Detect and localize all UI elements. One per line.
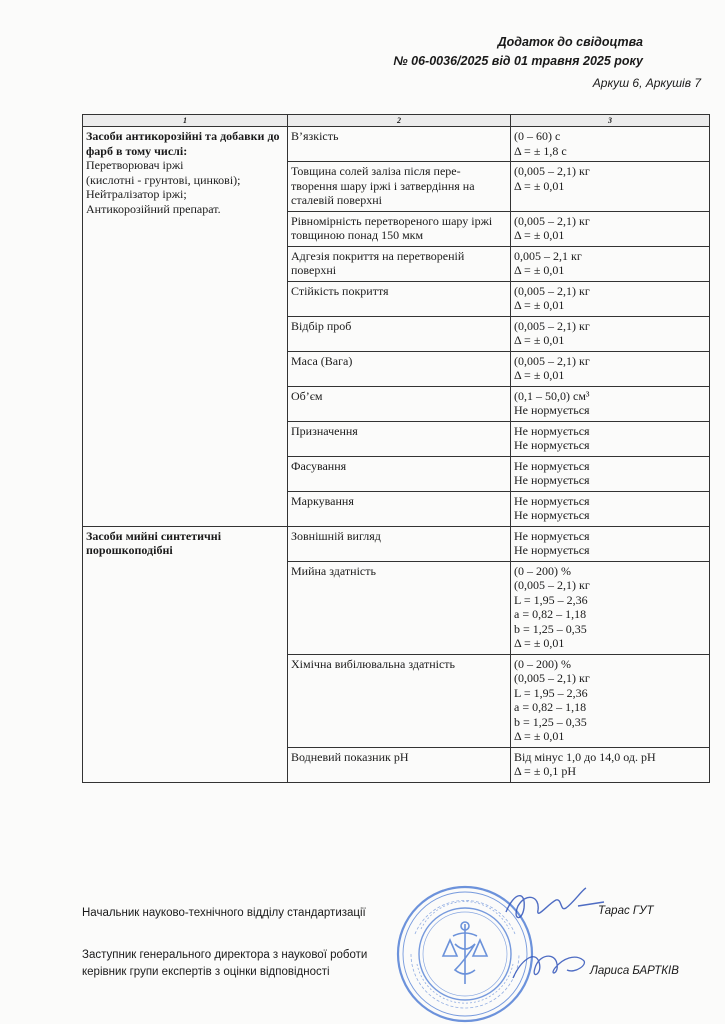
range-cell [511,747,710,782]
range-cell [511,162,710,212]
range-value: Не нормується [514,438,590,452]
product-group-title: Засоби антикорозійні та добавки до фарб в тому числі: [86,129,280,158]
range-value: Δ = ± 0,01 [514,228,565,242]
column-number-row [83,115,710,127]
parameter-cell: Стійкість покриття [288,281,511,316]
range-value: (0,005 – 2,1) кг [514,353,590,368]
column-number: 3 [511,115,710,127]
signature-2 [505,940,595,990]
range-value: Δ = ± 0,01 [514,263,565,277]
range-value: Δ = ± 0,1 рН [514,764,577,778]
range-value: (0,1 – 50,0) см³ [514,388,590,403]
range-cell [511,127,710,162]
range-value: Δ = ± 0,01 [514,636,565,650]
parameter-cell: В’язкість [288,127,511,162]
range-value: Δ = ± 0,01 [514,333,565,347]
range-value: (0,005 – 2,1) кг [514,283,590,298]
parameter-cell: Відбір проб [288,316,511,351]
signature-1 [500,882,610,930]
range-value: a = 0,82 – 1,18 [514,700,587,714]
range-value: (0 – 60) с [514,129,561,143]
range-value: Не нормується [514,473,590,487]
product-group-item: Антикорозійний препарат. [86,201,221,216]
parameter-cell: Мийна здатність [288,561,511,654]
range-cell [511,561,710,654]
scope-table-body [83,115,710,783]
parameter-cell: Маркування [288,491,511,526]
range-cell [511,386,710,421]
range-value: Не нормується [514,543,590,557]
range-value: Δ = ± 0,01 [514,178,565,193]
table-row [83,526,710,561]
scope-table [82,114,710,783]
product-group-cell [83,127,288,527]
range-cell [511,421,710,456]
certificate-annex-header [393,33,643,71]
range-value: Δ = ± 0,01 [514,729,565,743]
range-value: (0,005 – 2,1) кг [514,213,590,228]
range-value: Не нормується [514,403,590,417]
parameter-cell: Об’єм [288,386,511,421]
range-value: Δ = ± 0,01 [514,298,565,312]
parameter-cell: Адгезія покриття на перетвореній поверхні [288,246,511,281]
range-cell [511,316,710,351]
range-value: (0,005 – 2,1) кг [514,578,590,592]
signatory-position-2-line2: керівник групи експертів з оцінки відповідності [82,966,330,978]
column-number: 2 [288,115,511,127]
range-cell [511,281,710,316]
range-value: b = 1,25 – 0,35 [514,621,587,636]
range-value: 0,005 – 2,1 кг [514,248,582,263]
range-value: L = 1,95 – 2,36 [514,685,588,700]
parameter-cell: Призначення [288,421,511,456]
range-value: (0 – 200) % [514,656,571,671]
signatory-position-2-line1: Заступник генерального директора з наукової роботи [82,949,368,961]
product-group-item: (кислотні - грунтові, цинкові); [86,172,241,187]
range-cell [511,456,710,491]
parameter-cell: Водневий показник рН [288,747,511,782]
range-cell [511,211,710,246]
range-cell [511,491,710,526]
product-group-item: Нейтралізатор іржі; [86,187,187,201]
range-cell [511,246,710,281]
range-value: Не нормується [514,528,590,543]
parameter-cell: Товщина солей заліза після пере-творення шару іржі і затвердіння на сталевій поверхні [288,162,511,212]
range-value: Від мінус 1,0 до 14,0 од. рН [514,749,656,764]
range-cell [511,526,710,561]
range-value: Не нормується [514,458,590,473]
sheet-counter: Аркуш 6, Аркушів 7 [592,76,701,90]
range-cell [511,654,710,747]
range-value: Не нормується [514,423,590,438]
range-value: (0,005 – 2,1) кг [514,671,590,685]
parameter-cell: Фасування [288,456,511,491]
parameter-cell: Рівномірність перетвореного шару іржі товщиною понад 150 мкм [288,211,511,246]
annex-title: Додаток до свідоцтва [497,35,643,49]
range-value: a = 0,82 – 1,18 [514,607,587,621]
table-row [83,127,710,162]
product-group-title: Засоби мийні синтетичні порошкоподібні [86,528,222,557]
column-number: 1 [83,115,288,127]
range-value: (0,005 – 2,1) кг [514,318,590,333]
range-value: Δ = ± 0,01 [514,368,565,382]
range-value: (0 – 200) % [514,563,571,578]
range-value: Δ = ± 1,8 с [514,143,567,158]
product-group-item: Перетворювач іржі [86,158,184,172]
certificate-number: № 06-0036/2025 від 01 травня 2025 року [393,54,643,68]
range-value: Не нормується [514,508,590,522]
range-value: (0,005 – 2,1) кг [514,164,590,178]
signatory-position-1: Начальник науково-технічного відділу стандартизації [82,907,366,919]
range-value: Не нормується [514,493,590,508]
parameter-cell: Хімічна вибілювальна здатність [288,654,511,747]
range-cell [511,351,710,386]
parameter-cell: Зовнішній вигляд [288,526,511,561]
signatory-name-2: Лариса БАРТКІВ [590,965,679,977]
product-group-cell [83,526,288,782]
parameter-cell: Маса (Вага) [288,351,511,386]
range-value: b = 1,25 – 0,35 [514,714,587,729]
signatory-position-2 [82,947,367,981]
range-value: L = 1,95 – 2,36 [514,592,588,607]
signatory-name-1: Тарас ГУТ [598,905,654,917]
